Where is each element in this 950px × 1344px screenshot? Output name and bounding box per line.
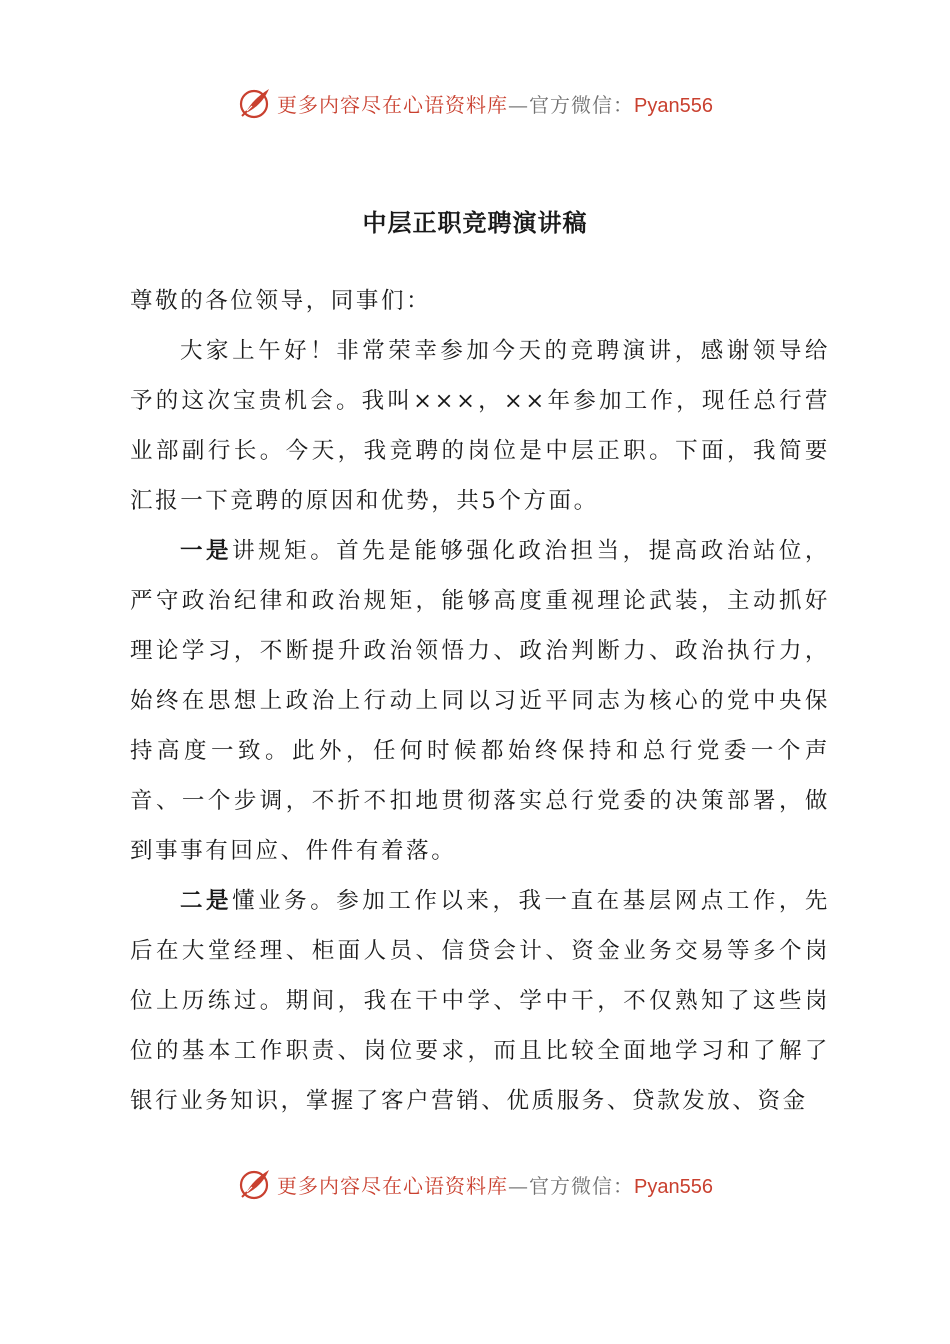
salutation: 尊敬的各位领导，同事们： — [130, 288, 432, 314]
paragraph-point-2 — [130, 876, 830, 1126]
quill-logo-icon — [237, 1166, 273, 1202]
paragraph-text: 懂业务。参加工作以来，我一直在基层网点工作，先后在大堂经理、柜面人员、信贷会计、资金业务交易等多个岗位上历练过。期间，我在干中学、学中干，不仅熟知了这些岗位的基本工作职责、岗位要求，而且比较全面地学习和了解了银行业务知识，掌握了客户营销、优质服务、贷款发放、资金 — [130, 888, 830, 1114]
banner-text — [277, 89, 713, 118]
paragraph-lead: 二是 — [180, 888, 233, 914]
quill-logo-icon — [237, 85, 273, 121]
footer-banner — [0, 1164, 950, 1204]
banner-dash: — — [508, 1173, 530, 1198]
document-body — [130, 276, 830, 1126]
banner-wechat-label: 官方微信： — [529, 1173, 635, 1198]
banner-main-text: 更多内容尽在心语资料库 — [277, 92, 509, 117]
paragraph-lead: 一是 — [180, 538, 233, 564]
document-title: 中层正职竞聘演讲稿 — [362, 209, 588, 237]
banner-dash: — — [508, 92, 530, 117]
banner-main-text: 更多内容尽在心语资料库 — [277, 1173, 509, 1198]
header-banner — [0, 83, 950, 123]
paragraph-intro — [130, 326, 830, 526]
paragraph-point-1 — [130, 526, 830, 876]
banner-text — [277, 1170, 713, 1199]
paragraph-text: 讲规矩。首先是能够强化政治担当，提高政治站位，严守政治纪律和政治规矩，能够高度重视理论武装，主动抓好理论学习，不断提升政治领悟力、政治判断力、政治执行力，始终在思想上政治上行动上同以习近平同志为核心的党中央保持高度一致。此外，任何时候都始终保持和总行党委一个声音、一个步调，不折不扣地贯彻落实总行党委的决策部署，做到事事有回应、件件有着落。 — [130, 538, 830, 864]
paragraph-text: 大家上午好！非常荣幸参加今天的竞聘演讲，感谢领导给予的这次宝贵机会。我叫×××，××年参加工作，现任总行营业部副行长。今天，我竞聘的岗位是中层正职。下面，我简要汇报一下竞聘的原因和优势，共5个方面。 — [130, 338, 830, 514]
banner-wechat-id: Pyan556 — [634, 1175, 713, 1198]
banner-wechat-label: 官方微信： — [529, 92, 635, 117]
banner-wechat-id: Pyan556 — [634, 94, 713, 117]
